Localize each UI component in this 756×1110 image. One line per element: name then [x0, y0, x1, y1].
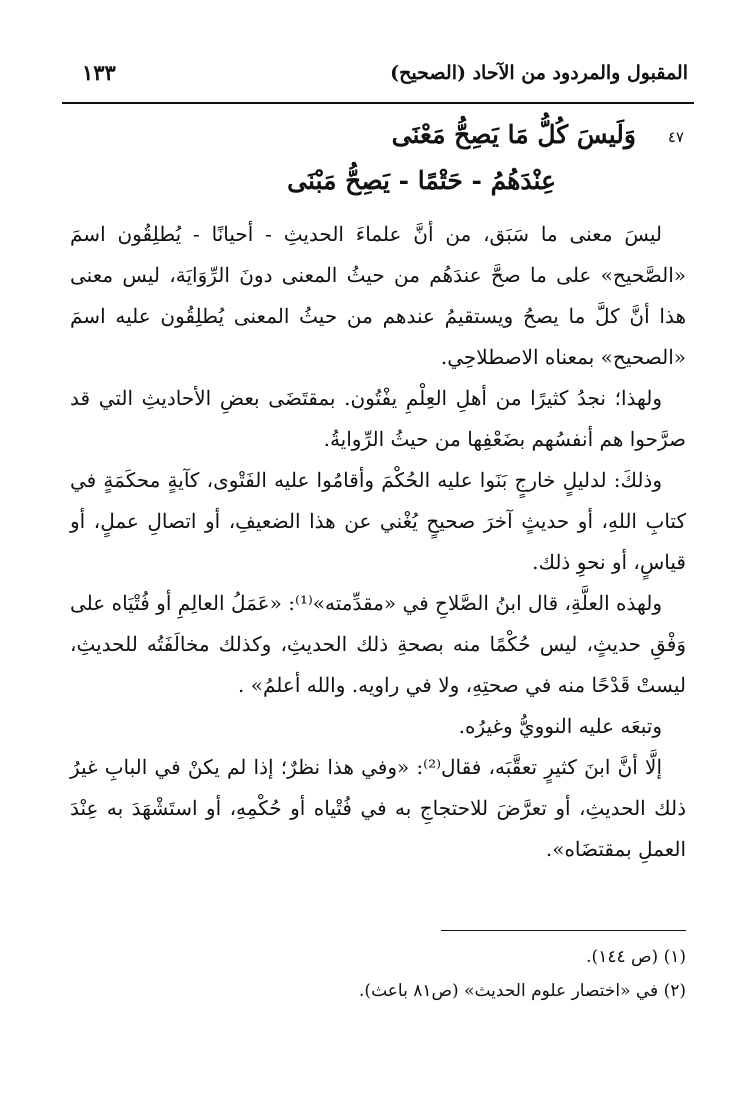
- paragraph-1: ليسَ معنى ما سَبَق، من أنَّ علماءَ الحديثِ - أحيانًا - يُطلِقُون اسمَ «الصَّحيح» على ما صحَّ عندَهُم من حيثُ المعنى دونَ الرِّوَايَة، ليس معنى هذا أنَّ كلَّ ما يصحُ ويستقيمُ عندهم من حيثُ المعنى يُطلِقُون عليه اسمَ «الصحيح» بمعناه الاصطلاحِي.: [70, 222, 686, 369]
- footnote-2: (٢) في «اختصار علوم الحديث» (ص٨١ باعث).: [359, 981, 686, 1001]
- footnote-1: (١) (ص ١٤٤).: [586, 947, 686, 967]
- page-number: ١٣٣: [82, 60, 116, 85]
- verse-line-1: وَلَيسَ كُلُّ مَا يَصِحُّ مَعْنَى: [391, 120, 636, 149]
- verse-line-2: عِنْدَهُمُ - حَتْمًا - يَصِحُّ مَبْنَى: [287, 166, 556, 195]
- paragraph-4: ولهذه العلَّةِ، قال ابنُ الصَّلاحِ في «مقدِّمته»⁽¹⁾: «عَمَلُ العالِمِ أو فُتْيَاه على وَفْقِ حديثٍ، ليس حُكْمًا منه بصحةِ ذلك الحديثِ، وكذلك مخالَفَتُه للحديثِ، ليستْ قَدْحًا منه في صحتِهِ، ولا في راويه. والله أعلمُ» .: [70, 591, 686, 697]
- verse-block: [68, 116, 688, 206]
- paragraph-2: ولهذا؛ نجدُ كثيرًا من أهلِ العِلْمِ يفْتُون. بمقتَضَى بعضِ الأحاديثِ التي قد صرَّحوا هم أنفسُهم بضَعْفِها من حيثُ الرِّوايةُ.: [70, 386, 686, 451]
- paragraph-3: وذلكَ: لدليلٍ خارجٍ بَنَوا عليه الحُكْمَ وأقامُوا عليه الفَتْوى، كآيةٍ محكَمَةٍ في كتابِ اللهِ، أو حديثٍ آخرَ صحيحٍ يُغْني عن هذا الضعيفِ، أو اتصالِ عملٍ، أو قياسٍ، أو نحوِ ذلك.: [70, 468, 686, 574]
- paragraph-5: وتبعَه عليه النوويُّ وغيرُه.: [458, 714, 662, 738]
- paragraph-6: إلَّا أنَّ ابنَ كثيرٍ تعقَّبَه، فقال⁽²⁾: «وفي هذا نظرٌ؛ إذا لم يكنْ في البابِ غيرُ ذلك الحديثِ، أو تعرَّضَ للاحتجاجِ به في فُتْياه أو حُكْمِهِ، أو استَشْهَدَ به عِنْدَ العملِ بمقتضَاه».: [70, 755, 686, 861]
- verse-number: ٤٧: [667, 128, 684, 146]
- page-header: [68, 58, 688, 98]
- main-text: [70, 214, 686, 870]
- header-divider: [62, 102, 694, 104]
- running-title: المقبول والمردود من الآحاد (الصحيح): [390, 62, 688, 84]
- footnote-divider: [441, 930, 686, 931]
- footnotes: [70, 940, 686, 1008]
